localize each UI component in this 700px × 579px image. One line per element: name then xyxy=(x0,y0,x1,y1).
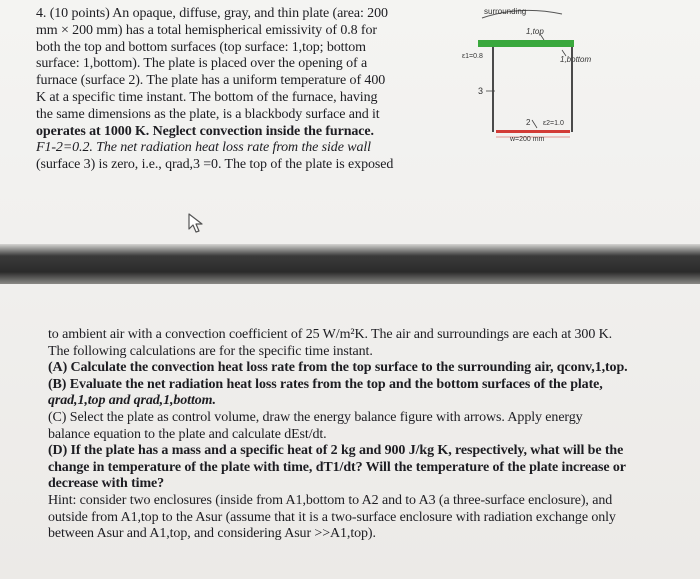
continuation-line: to ambient air with a convection coefficient of 25 W/m²K. The air and surroundings are each at 300 K. xyxy=(48,327,613,342)
surface3-label: 3 xyxy=(478,86,484,96)
continuation-line: The following calculations are for the specific time instant. xyxy=(48,343,373,359)
problem-line: 4. (10 points) An opaque, diffuse, gray, and thin plate (area: 200 xyxy=(36,6,388,21)
page-divider xyxy=(0,244,700,284)
width-label: w=200 mm xyxy=(510,136,545,143)
surrounding-label: surrounding xyxy=(484,7,527,16)
hint-line: outside from A1,top to the Asur (assume that it is a two-surface enclosure with radiation exchange only xyxy=(48,509,616,525)
problem-line: operates at 1000 K. Neglect convection inside the furnace. xyxy=(36,123,374,139)
part-b: (B) Evaluate the net radiation heat loss rates from the top and the bottom surfaces of the plate, xyxy=(48,376,603,392)
furnace-diagram xyxy=(440,0,610,150)
hint-line: between Asur and A1,top, and considering Asur >>A1,top). xyxy=(48,526,376,542)
problem-line: (surface 3) is zero, i.e., qrad,3 =0. The top of the plate is exposed xyxy=(36,157,394,173)
part-a: (A) Calculate the convection heat loss rate from the top surface to the surrounding air, qconv,1,top. xyxy=(48,360,628,376)
surface2-label: 2 xyxy=(526,118,531,127)
furnace-emissivity-label: ε2=1.0 xyxy=(543,120,564,127)
furnace-floor-rect xyxy=(496,130,570,133)
problem-line: furnace (surface 2). The plate has a uniform temperature of 400 xyxy=(36,73,386,89)
problem-line: the same dimensions as the plate, is a blackbody surface and it xyxy=(36,106,380,122)
problem-line: surface: 1,bottom). The plate is placed over the opening of a xyxy=(36,56,368,72)
problem-line: mm × 200 mm) has a total hemispherical emissivity of 0.8 for xyxy=(36,22,377,38)
mouse-pointer-icon xyxy=(186,212,206,234)
hint-line: Hint: consider two enclosures (inside from A1,bottom to A2 and to A3 (a three-surface enclosure), and xyxy=(48,492,613,508)
part-b-cont: qrad,1,top and qrad,1,bottom. xyxy=(48,393,216,409)
part-c: (C) Select the plate as control volume, draw the energy balance figure with arrows. Apply energy xyxy=(48,409,583,425)
problem-continuation xyxy=(48,327,678,543)
problem-line: K at a specific time instant. The bottom of the furnace, having xyxy=(36,89,378,105)
part-d: (D) If the plate has a mass and a specific heat of 2 kg and 900 J/kg K, respectively, what will be the xyxy=(48,443,624,459)
top-surface-label: 1,top xyxy=(526,27,544,36)
plate-emissivity-label: ε1=0.8 xyxy=(462,53,483,60)
part-c-cont: balance equation to the plate and calculate dEst/dt. xyxy=(48,426,327,442)
problem-line: both the top and bottom surfaces (top surface: 1,top; bottom xyxy=(36,39,366,55)
plate-rect xyxy=(478,40,574,47)
problem-statement xyxy=(36,6,434,174)
problem-line: F1-2=0.2. The net radiation heat loss rate from the side wall xyxy=(36,140,371,156)
part-d-cont: change in temperature of the plate with time, dT1/dt? Will the temperature of the plate increase or xyxy=(48,459,626,475)
part-d-end: decrease with time? xyxy=(48,476,165,492)
bottom-surface-label: 1,bottom xyxy=(560,55,592,64)
